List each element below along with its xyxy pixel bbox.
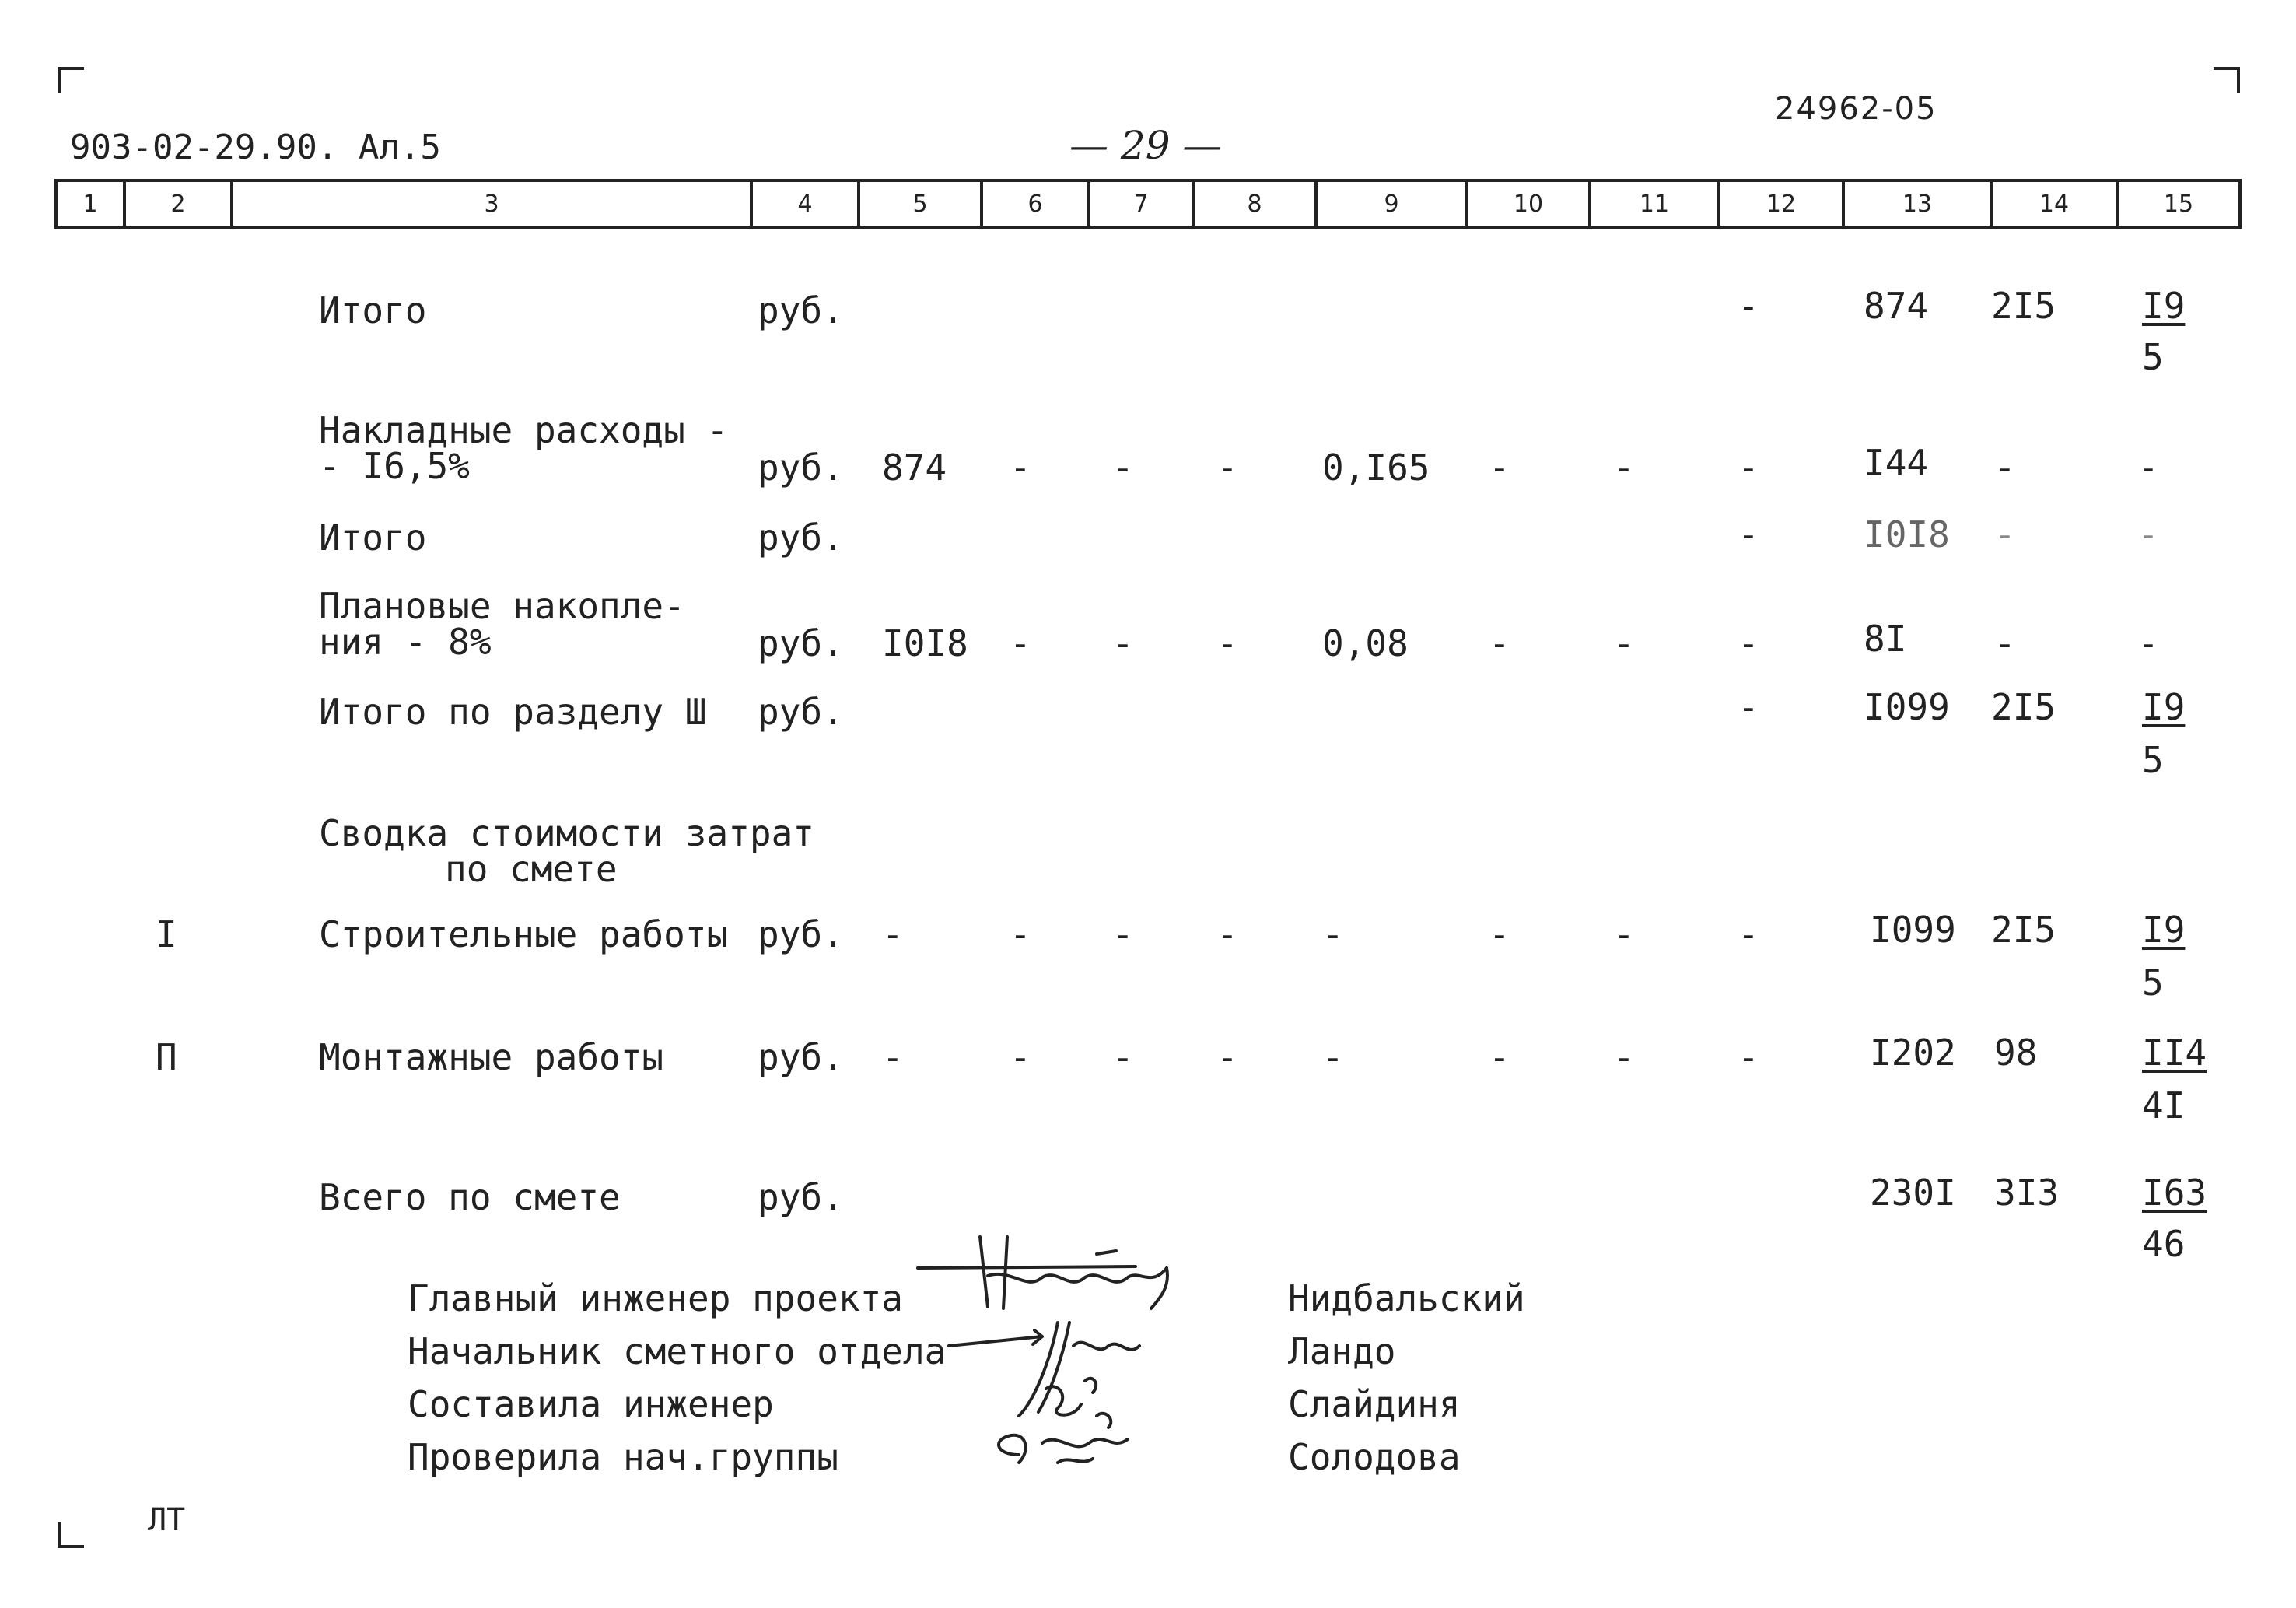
cell-col7: - <box>1112 447 1134 489</box>
row-name: Монтажные работы <box>319 1036 664 1078</box>
cell-col12: - <box>1738 285 1759 327</box>
cell-col14: 98 <box>1994 1032 2038 1074</box>
cell-col14: - <box>1994 513 2016 555</box>
cell-col15-bottom: 5 <box>2142 336 2164 378</box>
row-unit: руб. <box>758 289 844 331</box>
row-name: Итого <box>319 289 427 331</box>
cell-col10: - <box>1489 622 1510 664</box>
row-unit: руб. <box>758 691 844 733</box>
cell-col12: - <box>1738 686 1759 728</box>
cell-col8: - <box>1216 447 1238 489</box>
row-name: Строительные работы <box>319 913 729 955</box>
cell-col10: - <box>1489 1036 1510 1078</box>
row-number: I <box>156 913 177 955</box>
corner-mark-top-right <box>2214 67 2240 93</box>
column-header-14: 14 <box>1990 179 2119 229</box>
signature-name: Нидбальский <box>1288 1277 1525 1319</box>
column-header-2: 2 <box>123 179 233 229</box>
cell-col15-bottom: 4I <box>2142 1084 2186 1126</box>
row-name-line1: Плановые накопле- <box>319 585 685 627</box>
column-header-15: 15 <box>2116 179 2242 229</box>
row-name-line2: ния - 8% <box>319 621 492 663</box>
cell-col7: - <box>1112 913 1134 955</box>
row-unit: руб. <box>758 622 844 664</box>
signature-role: Главный инженер проекта <box>408 1277 903 1319</box>
row-unit: руб. <box>758 517 844 559</box>
cell-col6: - <box>1010 622 1031 664</box>
cell-col13: 230I <box>1870 1172 1956 1214</box>
summary-title-line1: Сводка стоимости затрат <box>319 812 814 854</box>
cell-col13: I099 <box>1864 686 1950 728</box>
cell-col12: - <box>1738 513 1759 555</box>
cell-col12: - <box>1738 447 1759 489</box>
row-name: Итого по разделу Ш <box>319 691 707 733</box>
cell-col15-bottom: 5 <box>2142 962 2164 1004</box>
cell-col9: 0,I65 <box>1322 447 1430 489</box>
signature-role: Начальник сметного отдела <box>408 1330 947 1372</box>
cell-col13: 8I <box>1864 618 1907 660</box>
cell-col11: - <box>1613 913 1635 955</box>
cell-col11: - <box>1613 622 1635 664</box>
document-reference: 903-02-29.90. Ал.5 <box>70 128 441 167</box>
cell-col15-top: I9 <box>2142 285 2186 327</box>
cell-col14: 2I5 <box>1991 909 2056 951</box>
column-header-6: 6 <box>980 179 1090 229</box>
column-header-3: 3 <box>230 179 753 229</box>
cell-col5: I0I8 <box>882 622 968 664</box>
cell-col15-top: I9 <box>2142 686 2186 728</box>
cell-col13: I099 <box>1870 909 1956 951</box>
cell-col10: - <box>1489 447 1510 489</box>
row-name-line1: Накладные расходы - <box>319 409 729 451</box>
row-unit: руб. <box>758 447 844 489</box>
column-header-12: 12 <box>1717 179 1845 229</box>
cell-col9: - <box>1322 913 1344 955</box>
cell-col14: - <box>1994 447 2016 489</box>
cell-col15-bottom: 5 <box>2142 739 2164 781</box>
signature-name: Солодова <box>1288 1436 1461 1478</box>
cell-col15: - <box>2137 447 2159 489</box>
cell-col8: - <box>1216 1036 1238 1078</box>
handwritten-signatures <box>902 1221 1260 1478</box>
signature-role: Проверила нач.группы <box>408 1436 838 1478</box>
cell-col14: - <box>1994 622 2016 664</box>
row-number: П <box>156 1036 177 1078</box>
cell-col9: - <box>1322 1036 1344 1078</box>
cell-col15-top: II4 <box>2142 1032 2207 1074</box>
cell-col6: - <box>1010 913 1031 955</box>
cell-col11: - <box>1613 447 1635 489</box>
cell-col11: - <box>1613 1036 1635 1078</box>
column-header-1: 1 <box>54 179 126 229</box>
column-header-9: 9 <box>1314 179 1468 229</box>
cell-col15-bottom: 46 <box>2142 1223 2186 1265</box>
cell-col14: 2I5 <box>1991 285 2056 327</box>
cell-col8: - <box>1216 622 1238 664</box>
page-number: — 29 — <box>1069 123 1222 168</box>
cell-col5: - <box>882 913 904 955</box>
cell-col15: - <box>2137 513 2159 555</box>
cell-col7: - <box>1112 1036 1134 1078</box>
row-unit: руб. <box>758 1036 844 1078</box>
signature-name: Слайдиня <box>1288 1383 1461 1425</box>
signature-name: Ландо <box>1288 1330 1396 1372</box>
cell-col15: - <box>2137 622 2159 664</box>
cell-col6: - <box>1010 447 1031 489</box>
archive-code: 24962-05 <box>1775 91 1937 127</box>
cell-col5: 874 <box>882 447 947 489</box>
cell-col12: - <box>1738 622 1759 664</box>
row-name: Итого <box>319 517 427 559</box>
summary-title-line2: по смете <box>445 848 618 890</box>
row-name-line2: - I6,5% <box>319 445 470 487</box>
footer-mark: ЛТ <box>148 1502 186 1538</box>
cell-col13: I0I8 <box>1864 513 1950 555</box>
cell-col8: - <box>1216 913 1238 955</box>
cell-col5: - <box>882 1036 904 1078</box>
cell-col6: - <box>1010 1036 1031 1078</box>
column-header-8: 8 <box>1192 179 1318 229</box>
column-header-11: 11 <box>1588 179 1720 229</box>
cell-col12: - <box>1738 913 1759 955</box>
row-unit: руб. <box>758 1176 844 1218</box>
column-header-10: 10 <box>1465 179 1591 229</box>
cell-col12: - <box>1738 1036 1759 1078</box>
column-header-5: 5 <box>857 179 983 229</box>
cell-col13: I44 <box>1864 442 1929 484</box>
column-header-7: 7 <box>1087 179 1195 229</box>
cell-col13: I202 <box>1870 1032 1956 1074</box>
row-name: Всего по смете <box>319 1176 621 1218</box>
cell-col14: 3I3 <box>1994 1172 2060 1214</box>
column-header-13: 13 <box>1842 179 1993 229</box>
cell-col13: 874 <box>1864 285 1929 327</box>
corner-mark-top-left <box>58 67 84 93</box>
signature-role: Составила инженер <box>408 1383 774 1425</box>
cell-col15-top: I9 <box>2142 909 2186 951</box>
cell-col9: 0,08 <box>1322 622 1409 664</box>
cell-col7: - <box>1112 622 1134 664</box>
cell-col14: 2I5 <box>1991 686 2056 728</box>
column-header-4: 4 <box>750 179 860 229</box>
row-unit: руб. <box>758 913 844 955</box>
cell-col15-top: I63 <box>2142 1172 2207 1214</box>
cell-col10: - <box>1489 913 1510 955</box>
corner-mark-bottom-left <box>58 1522 84 1548</box>
